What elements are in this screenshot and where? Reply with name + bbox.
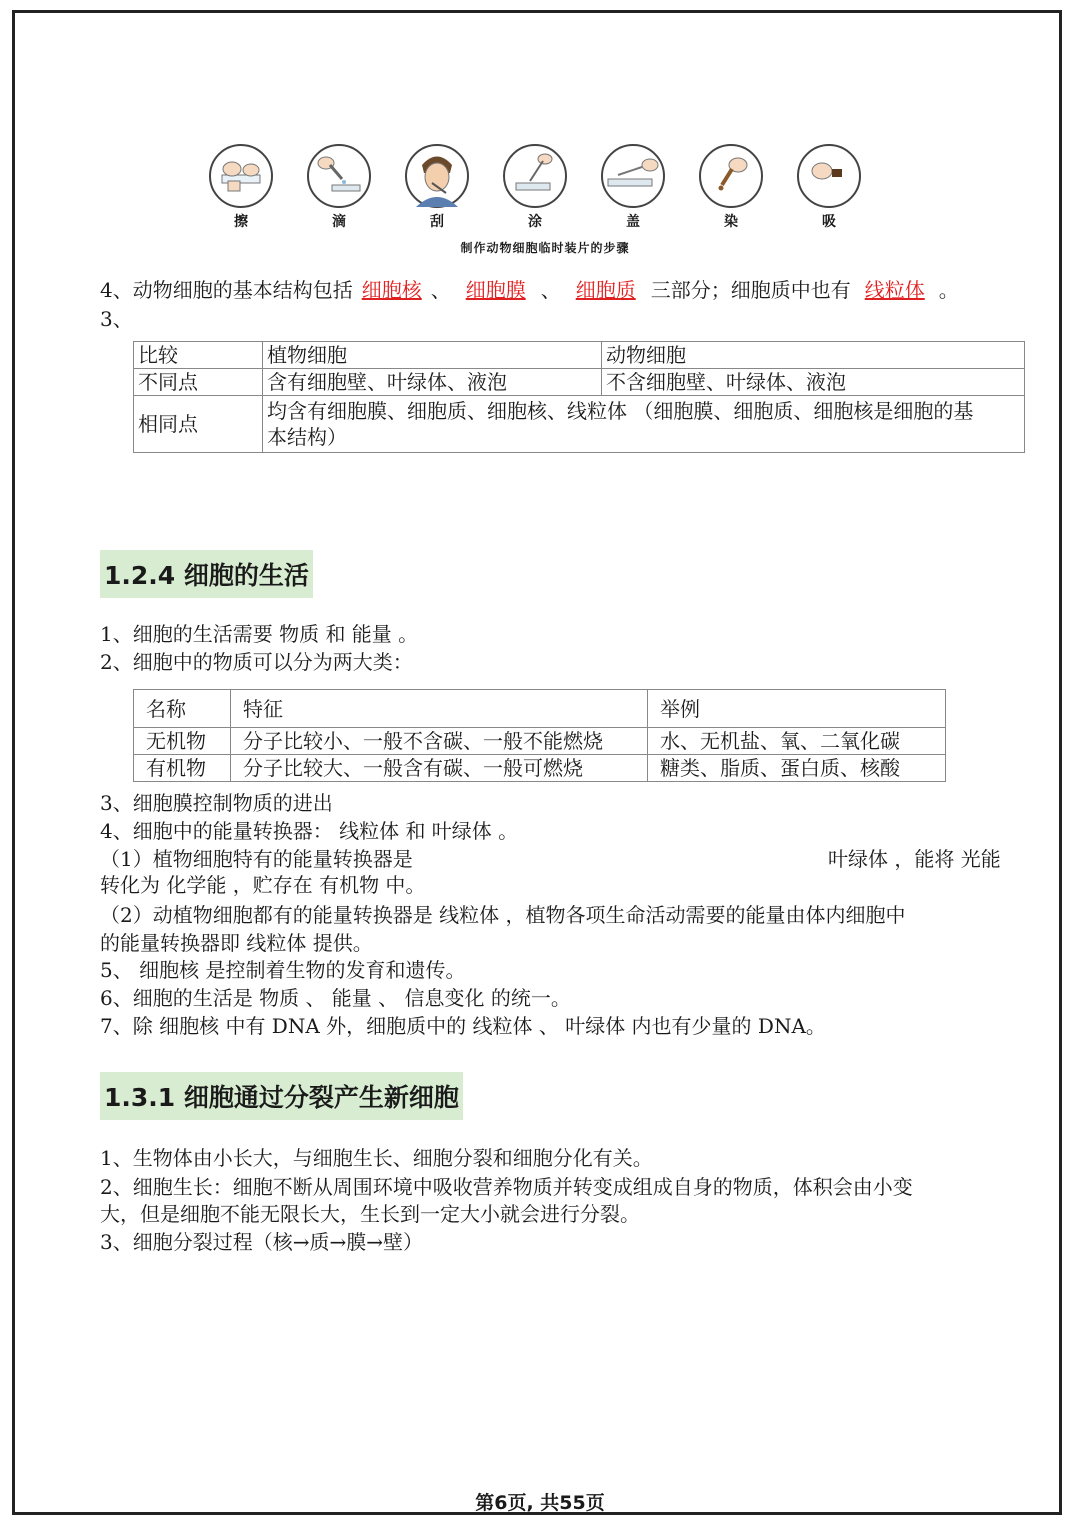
scrape-cheek-icon xyxy=(402,143,472,209)
smear-icon xyxy=(500,143,570,209)
table-cell: 分子比较小、一般不含碳、一般不能燃烧 xyxy=(231,728,648,755)
animal-cell-structure-line xyxy=(100,276,959,304)
s124-line8: 6、细胞的生活是 物质 、 能量 、 信息变化 的统一。 xyxy=(100,986,571,1010)
step-smear xyxy=(499,143,571,231)
step-scrape xyxy=(401,143,473,231)
step-label-1: 擦 xyxy=(234,214,248,230)
absorb-paper-icon xyxy=(794,143,864,209)
s124-line1: 1、细胞的生活需要 物质 和 能量 。 xyxy=(100,622,419,646)
step-caption: 制作动物细胞临时装片的步骤 xyxy=(460,241,630,255)
table-row xyxy=(134,369,1025,396)
s124-line2: 2、细胞中的物质可以分为两大类： xyxy=(100,650,413,674)
table-cell: 分子比较大、一般含有碳、一般可燃烧 xyxy=(231,755,648,782)
line4-end: 。 xyxy=(938,278,959,302)
step-illustrations xyxy=(205,143,885,263)
table-cell: 含有细胞壁、叶绿体、液泡 xyxy=(263,369,602,396)
step-label-2: 滴 xyxy=(332,214,346,230)
page-number: 第6页, 共55页 xyxy=(475,1492,605,1514)
line4-prefix: 4、动物细胞的基本结构包括 xyxy=(100,278,353,302)
answer-membrane: 细胞膜 xyxy=(465,278,526,302)
section-heading-1-2-4: 1.2.4 细胞的生活 xyxy=(100,550,313,598)
item-3-label: 3、 xyxy=(100,307,133,331)
wipe-slide-icon xyxy=(206,143,276,209)
step-cover xyxy=(597,143,669,231)
s124-line6b: 的能量转换器即 线粒体 提供。 xyxy=(100,931,373,955)
same-text-line2: 本结构） xyxy=(267,425,347,449)
s124-line3: 3、细胞膜控制物质的进出 xyxy=(100,791,333,815)
s131-line2a: 2、细胞生长：细胞不断从周围环境中吸收营养物质并转变成组成自身的物质，体积会由小变 xyxy=(100,1175,913,1199)
cell-comparison-table xyxy=(133,341,1025,453)
stain-icon xyxy=(696,143,766,209)
step-stain xyxy=(695,143,767,231)
step-label-4: 涂 xyxy=(528,214,542,230)
step-label-3: 刮 xyxy=(430,214,444,230)
table-cell: 植物细胞 xyxy=(263,342,602,369)
answer-mitochondria: 线粒体 xyxy=(864,278,925,302)
line4-sep1: 、 xyxy=(430,278,451,302)
table-row xyxy=(134,755,946,782)
substance-table xyxy=(133,689,946,782)
step-absorb xyxy=(793,143,865,231)
s131-line2b: 大，但是细胞不能无限长大，生长到一定大小就会进行分裂。 xyxy=(100,1202,640,1226)
table-row xyxy=(134,342,1025,369)
table-cell: 不含细胞壁、叶绿体、液泡 xyxy=(602,369,1025,396)
s124-line5b: 叶绿体 ，能将 光能 xyxy=(828,847,1001,871)
table-row xyxy=(134,690,946,728)
table-cell: 无机物 xyxy=(134,728,231,755)
line4-mid: 三部分；细胞质中也有 xyxy=(650,278,851,302)
table-cell: 不同点 xyxy=(134,369,263,396)
same-text-line1: 均含有细胞膜、细胞质、细胞核、线粒体 （细胞膜、细胞质、细胞核是细胞的基 xyxy=(267,399,974,423)
table-cell: 名称 xyxy=(134,690,231,728)
answer-nucleus: 细胞核 xyxy=(361,278,422,302)
step-label-7: 吸 xyxy=(822,214,836,230)
table-cell: 水、无机盐、氧、二氧化碳 xyxy=(648,728,946,755)
line4-sep2: 、 xyxy=(540,278,561,302)
step-label-5: 盖 xyxy=(626,214,640,230)
s124-line7: 5、 细胞核 是控制着生物的发育和遗传。 xyxy=(100,958,466,982)
section-heading-1-3-1: 1.3.1 细胞通过分裂产生新细胞 xyxy=(100,1072,463,1120)
step-drip xyxy=(303,143,375,231)
s124-line5c: 转化为 化学能 ，贮存在 有机物 中。 xyxy=(100,873,426,897)
table-row xyxy=(134,396,1025,453)
table-cell: 特征 xyxy=(231,690,648,728)
table-cell: 动物细胞 xyxy=(602,342,1025,369)
step-wipe xyxy=(205,143,277,231)
s124-line4: 4、细胞中的能量转换器： 线粒体 和 叶绿体 。 xyxy=(100,819,519,843)
s131-line1: 1、生物体由小长大，与细胞生长、细胞分裂和细胞分化有关。 xyxy=(100,1146,653,1170)
s124-line9: 7、除 细胞核 中有 DNA 外，细胞质中的 线粒体 、 叶绿体 内也有少量的 DNA。 xyxy=(100,1014,826,1038)
table-cell-same xyxy=(263,396,1025,453)
table-cell: 有机物 xyxy=(134,755,231,782)
table-cell: 相同点 xyxy=(134,396,263,453)
table-cell: 糖类、脂质、蛋白质、核酸 xyxy=(648,755,946,782)
s124-line6a: （2）动植物细胞都有的能量转换器是 线粒体 ，植物各项生命活动需要的能量由体内细胞中 xyxy=(100,903,906,927)
cover-slip-icon xyxy=(598,143,668,209)
answer-cytoplasm: 细胞质 xyxy=(575,278,636,302)
s131-line3: 3、细胞分裂过程（核→质→膜→壁） xyxy=(100,1230,423,1254)
s124-line5a: （1）植物细胞特有的能量转换器是 xyxy=(100,847,413,871)
table-cell: 比较 xyxy=(134,342,263,369)
step-label-6: 染 xyxy=(724,214,738,230)
table-cell: 举例 xyxy=(648,690,946,728)
dropper-icon xyxy=(304,143,374,209)
table-row xyxy=(134,728,946,755)
